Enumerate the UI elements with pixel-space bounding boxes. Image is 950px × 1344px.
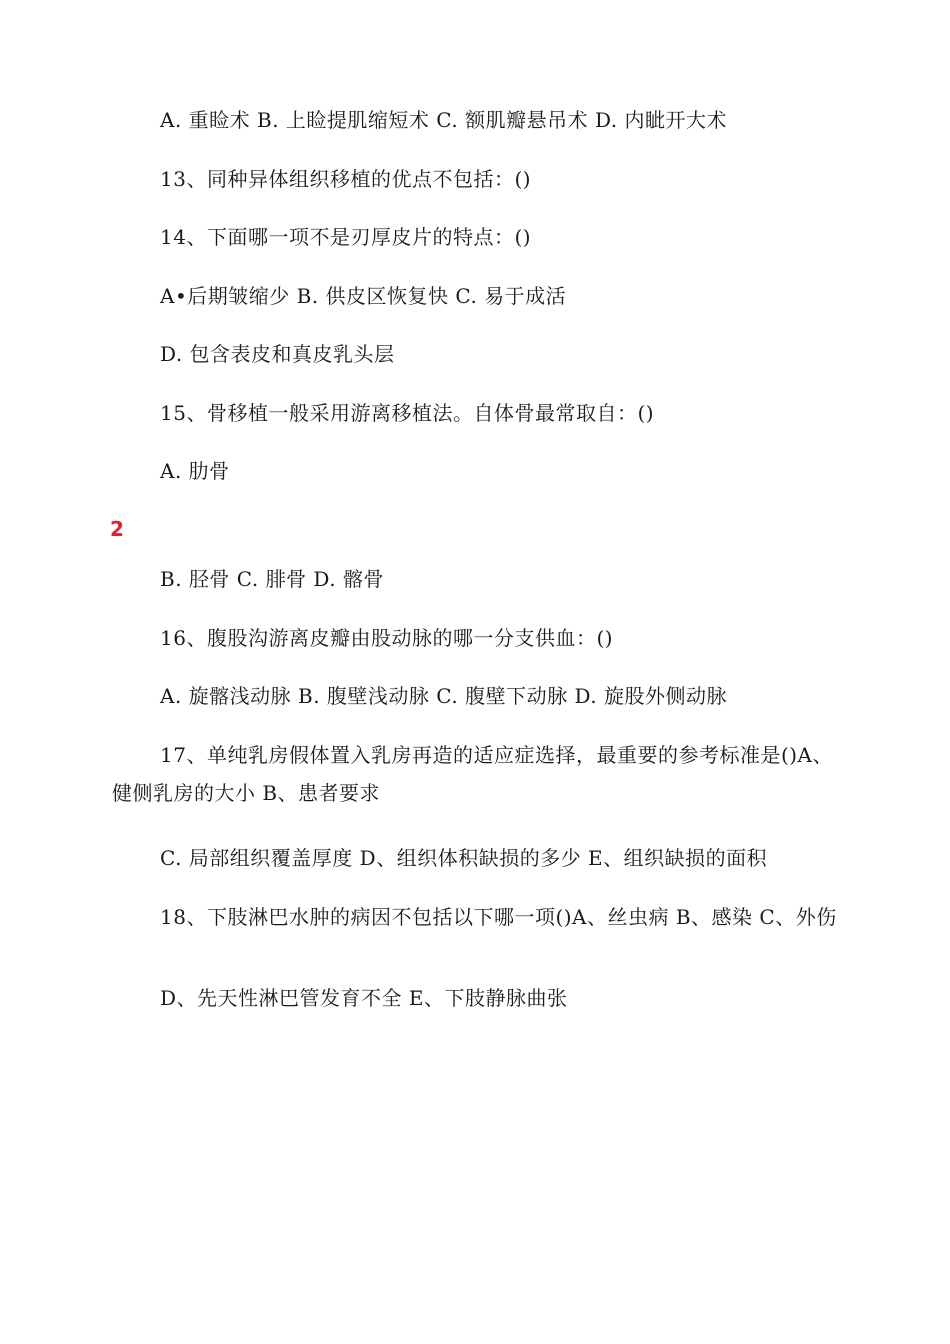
question-15-text: 15、骨移植一般采用游离移植法。自体骨最常取自：() <box>160 401 655 425</box>
question-16-options: A. 旋髂浅动脉 B. 腹壁浅动脉 C. 腹壁下动脉 D. 旋股外侧动脉 <box>160 684 727 708</box>
page-number: 2 <box>110 517 124 541</box>
question-15-options-bcd: B. 胫骨 C. 腓骨 D. 髂骨 <box>160 567 384 591</box>
question-13-text: 13、同种异体组织移植的优点不包括：() <box>160 167 532 191</box>
question-17-options-cde: C. 局部组织覆盖厚度 D、组织体积缺损的多少 E、组织缺损的面积 <box>160 846 768 870</box>
question-14-text: 14、下面哪一项不是刃厚皮片的特点：() <box>160 225 532 249</box>
question-12-options: A. 重睑术 B. 上睑提肌缩短术 C. 额肌瓣悬吊术 D. 内眦开大术 <box>160 108 727 132</box>
question-18-text: 18、下肢淋巴水肿的病因不包括以下哪一项()A、丝虫病 B、感染 C、外伤 <box>160 905 837 929</box>
question-14-option-d: D. 包含表皮和真皮乳头层 <box>160 342 395 366</box>
question-16-text: 16、腹股沟游离皮瓣由股动脉的哪一分支供血：() <box>160 626 614 650</box>
question-17-text: 17、单纯乳房假体置入乳房再造的适应症选择，最重要的参考标准是()A、健侧乳房的大小 B、患者要求 <box>112 743 833 805</box>
question-14-options-abc: A•后期皱缩少 B. 供皮区恢复快 C. 易于成活 <box>160 284 567 308</box>
question-15-option-a: A. 肋骨 <box>160 459 230 483</box>
question-18-options-de: D、先天性淋巴管发育不全 E、下肢静脉曲张 <box>160 986 568 1010</box>
